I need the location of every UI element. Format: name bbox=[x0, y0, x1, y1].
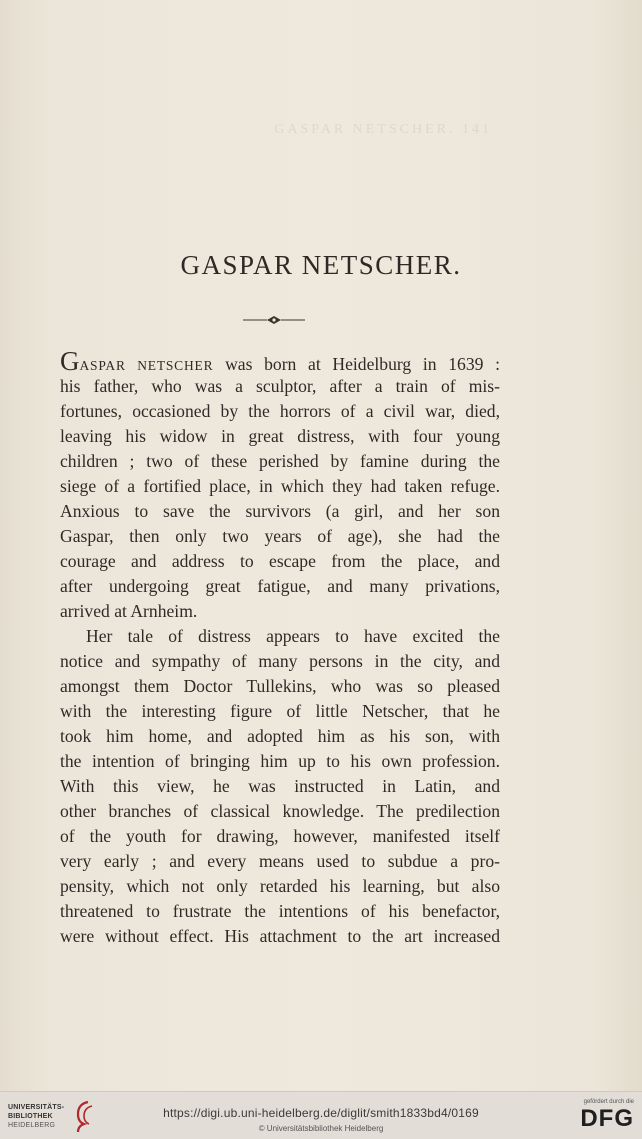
page-title: GASPAR NETSCHER. bbox=[180, 250, 462, 280]
text-line: his father, who was a sculptor, after a train of mis- bbox=[60, 376, 500, 396]
text-line: Her tale of distress appears to have excited the bbox=[86, 626, 500, 646]
text-line: after undergoing great fatigue, and many privations, bbox=[60, 576, 500, 596]
drop-cap: G bbox=[60, 346, 80, 376]
ornament-divider-icon bbox=[243, 314, 305, 326]
paragraph-1-line-1 bbox=[60, 346, 501, 376]
text-line: arrived at Arnheim. bbox=[60, 601, 198, 621]
text-line: took him home, and adopted him as his son, with bbox=[60, 726, 500, 746]
text-line: fortunes, occasioned by the horrors of a civil war, died, bbox=[60, 401, 500, 421]
text-line: very early ; and every means used to subdue a pro- bbox=[60, 851, 500, 871]
permalink-url[interactable]: https://digi.ub.uni-heidelberg.de/diglit/smith1833bd4/0169 bbox=[163, 1106, 479, 1120]
text-line: the intention of bringing him up to his own profession. bbox=[60, 751, 500, 771]
funder-name: DFG bbox=[580, 1105, 634, 1132]
copyright-notice: © Universitätsbibliothek Heidelberg bbox=[258, 1124, 384, 1133]
text-line: threatened to frustrate the intentions of his benefactor, bbox=[60, 901, 500, 921]
text-line: Anxious to save the survivors (a girl, and her son bbox=[60, 501, 500, 521]
line-text: was born at Heidelburg in 1639 : bbox=[213, 354, 501, 374]
text-line: of the youth for drawing, however, manifested itself bbox=[60, 826, 500, 846]
text-line: amongst them Doctor Tullekins, who was so pleased bbox=[60, 676, 500, 696]
text-line: pensity, which not only retarded his learning, but also bbox=[60, 876, 500, 896]
text-line: siege of a fortified place, in which they had taken refuge. bbox=[60, 476, 500, 496]
text-line: Gaspar, then only two years of age), she had the bbox=[60, 526, 500, 546]
bleed-through-header: GASPAR NETSCHER. 141 bbox=[274, 122, 492, 137]
viewer-footer bbox=[0, 1091, 642, 1139]
funder-caption: gefördert durch die bbox=[583, 1099, 634, 1105]
text-line: courage and address to escape from the place, and bbox=[60, 551, 500, 571]
institution-line-3: HEIDELBERG bbox=[8, 1122, 56, 1129]
text-line: children ; two of these perished by famine during the bbox=[60, 451, 500, 471]
text-line: with the interesting figure of little Netscher, that he bbox=[60, 701, 500, 721]
dfg-funder-logo[interactable] bbox=[566, 1098, 634, 1136]
institution-line-2: BIBLIOTHEK bbox=[8, 1113, 53, 1120]
text-line: With this view, he was instructed in Latin, and bbox=[60, 776, 500, 796]
text-line: leaving his widow in great distress, with four young bbox=[60, 426, 500, 446]
text-line: notice and sympathy of many persons in the city, and bbox=[60, 651, 500, 671]
text-line: were without effect. His attachment to the art increased bbox=[60, 926, 500, 946]
name-small-caps: ASPAR NETSCHER bbox=[79, 358, 214, 373]
text-line: other branches of classical knowledge. The predilection bbox=[60, 801, 500, 821]
institution-line-1: UNIVERSITÄTS- bbox=[8, 1104, 65, 1111]
